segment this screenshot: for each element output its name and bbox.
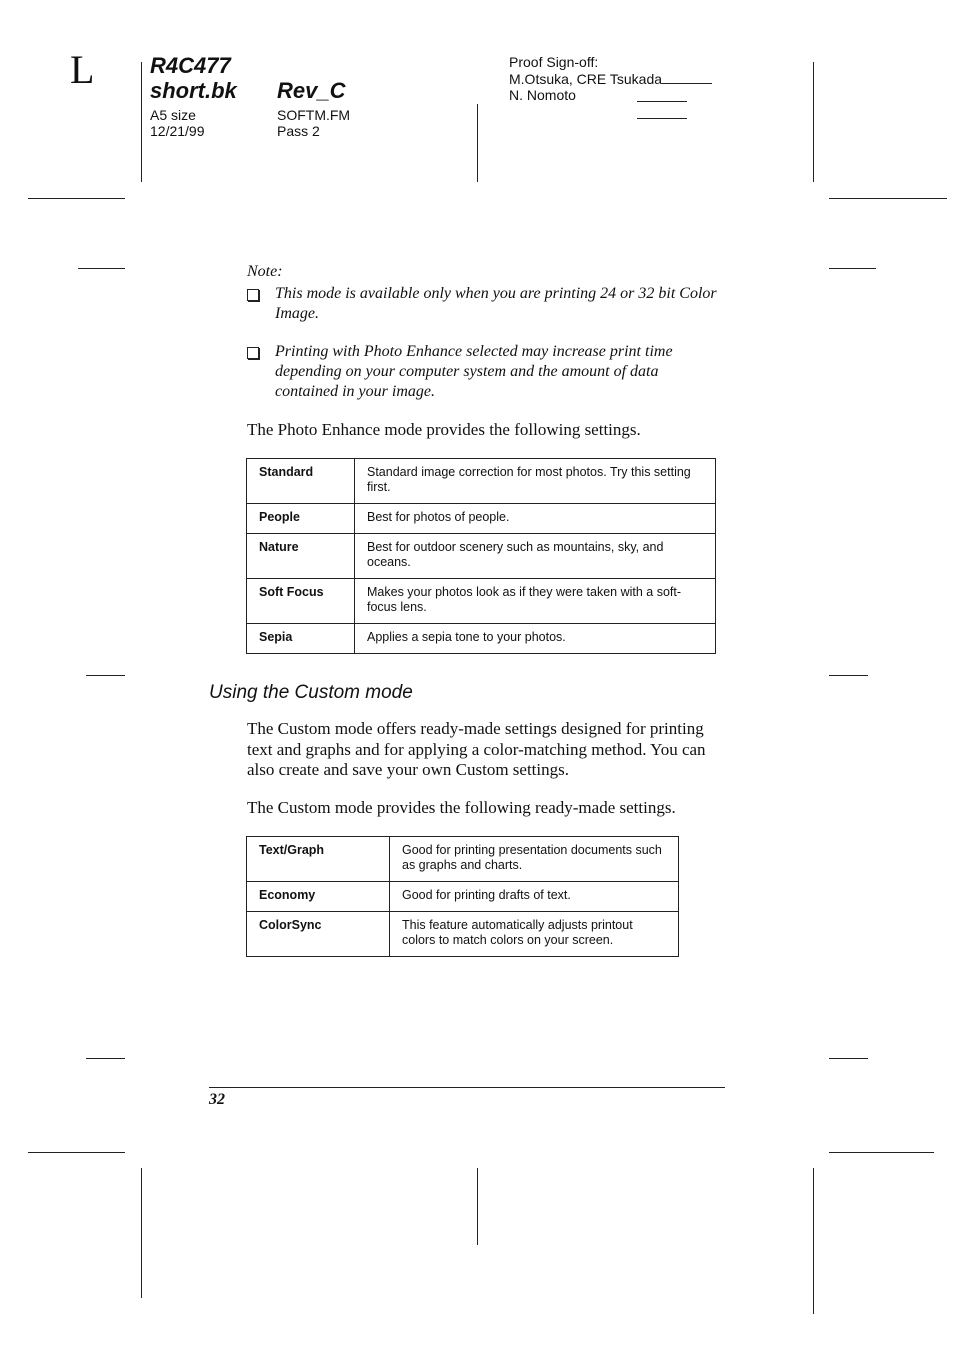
setting-description: Makes your photos look as if they were taken with a soft-focus lens. xyxy=(355,579,716,624)
checkbox-bullet-icon xyxy=(247,347,259,359)
table-row xyxy=(247,624,716,654)
setting-name: Nature xyxy=(247,534,355,579)
note-item xyxy=(247,284,727,326)
setting-description: Applies a sepia tone to your photos. xyxy=(355,624,716,654)
footer-rule xyxy=(209,1087,725,1088)
crop-mark xyxy=(813,62,814,182)
setting-name: Text/Graph xyxy=(247,837,390,882)
crop-mark xyxy=(829,268,876,269)
crop-mark xyxy=(477,104,478,182)
table-row xyxy=(247,504,716,534)
print-date: 12/21/99 xyxy=(150,123,205,139)
file-name: SOFTM.FM xyxy=(277,107,351,123)
photo-enhance-intro: The Photo Enhance mode provides the following settings. xyxy=(247,420,641,439)
setting-name: Soft Focus xyxy=(247,579,355,624)
proof-signoff-line1 xyxy=(509,71,712,88)
signature-blank xyxy=(662,71,712,84)
crop-mark xyxy=(28,198,125,199)
crop-mark xyxy=(141,1168,142,1298)
page-size: A5 size xyxy=(150,107,196,123)
setting-name: ColorSync xyxy=(247,912,390,957)
custom-mode-paragraph: The Custom mode offers ready-made settings designed for printing text and graphs and for applying a color-matching method. You can also create and save your own Custom settings. xyxy=(247,719,706,779)
crop-mark xyxy=(829,675,868,676)
crop-mark xyxy=(141,62,142,182)
note-item-text: This mode is available only when you are printing 24 or 32 bit Color Image. xyxy=(275,285,717,322)
page-number: 32 xyxy=(209,1091,225,1108)
custom-settings-table xyxy=(246,836,679,957)
setting-description: Best for photos of people. xyxy=(355,504,716,534)
setting-description: Good for printing drafts of text. xyxy=(390,882,679,912)
setting-name: Sepia xyxy=(247,624,355,654)
note-title: Note: xyxy=(247,263,283,280)
page-side-letter: L xyxy=(70,47,95,92)
note-item xyxy=(247,342,727,404)
setting-description: This feature automatically adjusts printout colors to match colors on your screen. xyxy=(390,912,679,957)
setting-name: People xyxy=(247,504,355,534)
setting-name: Economy xyxy=(247,882,390,912)
setting-description: Good for printing presentation documents such as graphs and charts. xyxy=(390,837,679,882)
section-heading: Using the Custom mode xyxy=(209,682,413,703)
table-row xyxy=(247,912,679,957)
crop-mark xyxy=(829,1058,868,1059)
table-row xyxy=(247,534,716,579)
proof-signoff-line2: N. Nomoto xyxy=(509,87,576,103)
custom-mode-intro: The Custom mode provides the following ready-made settings. xyxy=(247,798,676,817)
signature-blank xyxy=(637,101,687,102)
doc-code: R4C477 xyxy=(150,53,231,78)
table-row xyxy=(247,837,679,882)
checkbox-bullet-icon xyxy=(247,289,259,301)
setting-description: Standard image correction for most photos. Try this setting first. xyxy=(355,459,716,504)
revision: Rev_C xyxy=(277,78,346,103)
setting-description: Best for outdoor scenery such as mountains, sky, and oceans. xyxy=(355,534,716,579)
setting-name: Standard xyxy=(247,459,355,504)
crop-mark xyxy=(86,1058,125,1059)
note-item-text: Printing with Photo Enhance selected may increase print time depending on your computer system and the amount of data contained in your image. xyxy=(275,343,673,400)
photo-enhance-table xyxy=(246,458,716,654)
proof-signoff-title: Proof Sign-off: xyxy=(509,54,599,70)
table-row xyxy=(247,459,716,504)
crop-mark xyxy=(813,1168,814,1314)
book-name: short.bk xyxy=(150,78,237,103)
crop-mark xyxy=(28,1152,125,1153)
table-row xyxy=(247,882,679,912)
table-row xyxy=(247,579,716,624)
proof-names-1: M.Otsuka, CRE Tsukada xyxy=(509,71,663,87)
signature-blank xyxy=(637,118,687,119)
pass-number: Pass 2 xyxy=(277,123,320,139)
crop-mark xyxy=(78,268,125,269)
crop-mark xyxy=(477,1168,478,1245)
crop-mark xyxy=(86,675,125,676)
crop-mark xyxy=(829,1152,934,1153)
crop-mark xyxy=(829,198,947,199)
